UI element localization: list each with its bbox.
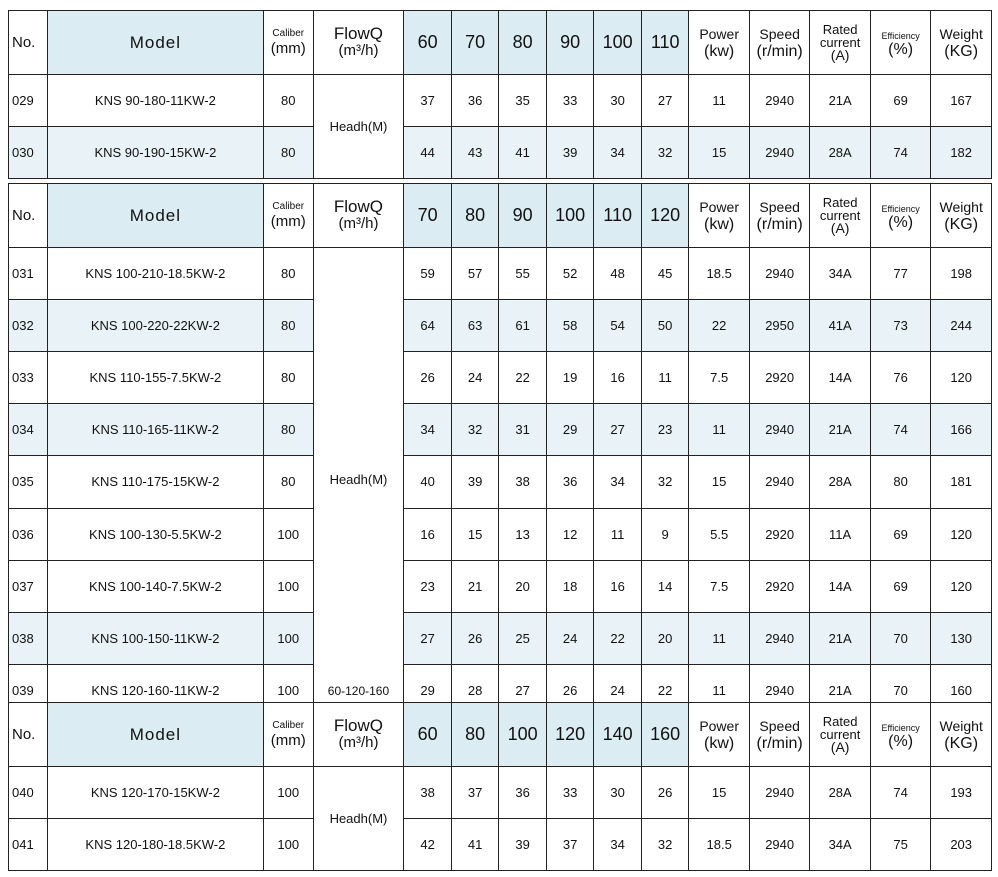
row-model: KNS 90-180-11KW-2 <box>47 75 263 127</box>
header-rated-current-unit: (A) <box>830 47 850 63</box>
table-row <box>9 248 992 300</box>
row-speed: 2920 <box>749 508 809 560</box>
row-no: 037 <box>9 560 48 612</box>
header-rated-current: Rated current (A) <box>810 184 870 248</box>
header-rated-current-unit: (A) <box>830 739 850 755</box>
row-current: 14A <box>810 560 870 612</box>
table-row <box>9 560 992 612</box>
row-head-value: 24 <box>451 352 499 404</box>
table-row <box>9 404 992 456</box>
row-speed: 2940 <box>749 664 809 716</box>
row-no: 039 <box>9 664 48 716</box>
row-no: 040 <box>9 767 48 819</box>
header-no: No. <box>9 11 48 75</box>
row-head-value: 12 <box>546 508 594 560</box>
row-head-value: 20 <box>641 612 689 664</box>
table-row <box>9 456 992 508</box>
row-efficiency: 74 <box>870 404 930 456</box>
row-efficiency: 77 <box>870 248 930 300</box>
row-head-value: 29 <box>404 664 452 716</box>
row-head-value: 14 <box>641 560 689 612</box>
row-model: KNS 100-210-18.5KW-2 <box>47 248 263 300</box>
header-power-unit: (kw) <box>704 215 735 233</box>
row-efficiency: 74 <box>870 767 930 819</box>
row-weight: 120 <box>931 508 992 560</box>
header-flow-value: 140 <box>594 703 642 767</box>
row-head-value: 26 <box>546 664 594 716</box>
header-caliber-unit: (mm) <box>270 732 306 749</box>
header-efficiency: Efficiency (%) <box>870 184 930 248</box>
row-caliber: 80 <box>263 352 313 404</box>
row-speed: 2940 <box>749 612 809 664</box>
row-weight: 120 <box>931 352 992 404</box>
header-model: Model <box>47 184 263 248</box>
row-caliber: 80 <box>263 248 313 300</box>
row-efficiency: 69 <box>870 560 930 612</box>
row-caliber: 100 <box>263 767 313 819</box>
table-row <box>9 508 992 560</box>
row-caliber: 80 <box>263 300 313 352</box>
row-caliber: 100 <box>263 664 313 716</box>
row-no: 029 <box>9 75 48 127</box>
row-head-value: 32 <box>641 819 689 871</box>
row-head-value: 22 <box>641 664 689 716</box>
row-head-value: 25 <box>499 612 547 664</box>
row-power: 18.5 <box>689 819 749 871</box>
header-flow-unit: (m³/h) <box>338 215 379 232</box>
header-efficiency-unit: (%) <box>888 40 914 58</box>
header-weight: Weight (KG) <box>931 11 992 75</box>
row-head-value: 40 <box>404 456 452 508</box>
header-caliber: Caliber (mm) <box>263 184 313 248</box>
row-head-value: 39 <box>546 127 594 179</box>
row-speed: 2940 <box>749 456 809 508</box>
header-speed-unit: (r/min) <box>756 734 803 752</box>
row-no: 034 <box>9 404 48 456</box>
row-head-value: 26 <box>404 352 452 404</box>
header-weight: Weight (KG) <box>931 703 992 767</box>
row-head-value: 45 <box>641 248 689 300</box>
row-head-value: 43 <box>451 127 499 179</box>
row-caliber: 100 <box>263 612 313 664</box>
header-flow-value: 90 <box>546 11 594 75</box>
header-speed: Speed (r/min) <box>749 11 809 75</box>
row-weight: 244 <box>931 300 992 352</box>
row-head-value: 27 <box>404 612 452 664</box>
row-no: 036 <box>9 508 48 560</box>
row-head-value: 32 <box>641 456 689 508</box>
row-current: 34A <box>810 819 870 871</box>
row-model: KNS 100-220-22KW-2 <box>47 300 263 352</box>
row-head-value: 9 <box>641 508 689 560</box>
header-flow-value: 70 <box>451 11 499 75</box>
row-speed: 2950 <box>749 300 809 352</box>
row-caliber: 80 <box>263 75 313 127</box>
row-head-value: 11 <box>594 508 642 560</box>
row-speed: 2920 <box>749 560 809 612</box>
row-weight: 193 <box>931 767 992 819</box>
row-head-value: 21 <box>451 560 499 612</box>
row-speed: 2940 <box>749 127 809 179</box>
head-foot-note: 60-120-160 <box>327 684 390 698</box>
header-weight: Weight (KG) <box>931 184 992 248</box>
row-power: 11 <box>689 664 749 716</box>
row-power: 11 <box>689 612 749 664</box>
row-head-value: 24 <box>594 664 642 716</box>
row-speed: 2920 <box>749 352 809 404</box>
row-head-value: 37 <box>451 767 499 819</box>
header-flow-value: 160 <box>641 703 689 767</box>
header-flow-value: 80 <box>451 703 499 767</box>
row-speed: 2940 <box>749 404 809 456</box>
header-power: Power (kw) <box>689 703 749 767</box>
header-flow-unit: (m³/h) <box>338 734 379 751</box>
row-head-value: 55 <box>499 248 547 300</box>
row-weight: 120 <box>931 560 992 612</box>
header-no: No. <box>9 184 48 248</box>
header-flow-value: 120 <box>546 703 594 767</box>
row-head-value: 28 <box>451 664 499 716</box>
row-current: 21A <box>810 664 870 716</box>
row-current: 28A <box>810 456 870 508</box>
row-head-value: 23 <box>404 560 452 612</box>
row-head-value: 20 <box>499 560 547 612</box>
row-head-value: 27 <box>641 75 689 127</box>
row-head-value: 36 <box>499 767 547 819</box>
row-head-value: 23 <box>641 404 689 456</box>
row-model: KNS 110-165-11KW-2 <box>47 404 263 456</box>
header-rated-current: Rated current (A) <box>810 703 870 767</box>
row-head-value: 34 <box>594 819 642 871</box>
row-weight: 167 <box>931 75 992 127</box>
row-head-value: 11 <box>641 352 689 404</box>
header-flow-value: 100 <box>546 184 594 248</box>
header-flow-value: 60 <box>404 703 452 767</box>
row-caliber: 100 <box>263 560 313 612</box>
header-caliber: Caliber (mm) <box>263 703 313 767</box>
row-model: KNS 100-130-5.5KW-2 <box>47 508 263 560</box>
row-head-value: 41 <box>451 819 499 871</box>
header-caliber-unit: (mm) <box>270 40 306 57</box>
row-head-value: 50 <box>641 300 689 352</box>
row-head-value: 52 <box>546 248 594 300</box>
header-weight-unit: (KG) <box>944 42 979 60</box>
header-flow-value: 80 <box>451 184 499 248</box>
header-flow <box>313 703 404 767</box>
header-flow <box>313 11 404 75</box>
row-caliber: 80 <box>263 404 313 456</box>
row-head-value: 37 <box>404 75 452 127</box>
row-power: 22 <box>689 300 749 352</box>
header-speed-unit: (r/min) <box>756 215 803 233</box>
row-head-value: 29 <box>546 404 594 456</box>
row-head-value: 59 <box>404 248 452 300</box>
row-no: 030 <box>9 127 48 179</box>
row-head-value: 54 <box>594 300 642 352</box>
row-efficiency: 70 <box>870 612 930 664</box>
row-caliber: 100 <box>263 508 313 560</box>
header-flow-value: 70 <box>404 184 452 248</box>
header-power-unit: (kw) <box>704 42 735 60</box>
header-no: No. <box>9 703 48 767</box>
header-flow-label: FlowQ <box>333 197 384 216</box>
row-head-value: 33 <box>546 75 594 127</box>
row-head-value: 31 <box>499 404 547 456</box>
row-head-value: 36 <box>546 456 594 508</box>
row-current: 41A <box>810 300 870 352</box>
row-head-value: 26 <box>641 767 689 819</box>
header-flow-value: 80 <box>499 11 547 75</box>
row-no: 031 <box>9 248 48 300</box>
row-weight: 181 <box>931 456 992 508</box>
row-head-value: 37 <box>546 819 594 871</box>
row-head-value: 38 <box>499 456 547 508</box>
header-flow-value: 120 <box>641 184 689 248</box>
row-head-value: 13 <box>499 508 547 560</box>
header-row <box>9 11 992 75</box>
table-row <box>9 352 992 404</box>
head-label-cell <box>313 248 404 717</box>
row-head-value: 44 <box>404 127 452 179</box>
table-row <box>9 300 992 352</box>
row-head-value: 35 <box>499 75 547 127</box>
row-power: 18.5 <box>689 248 749 300</box>
header-rated-current: Rated current (A) <box>810 11 870 75</box>
row-model: KNS 100-150-11KW-2 <box>47 612 263 664</box>
row-model: KNS 110-155-7.5KW-2 <box>47 352 263 404</box>
row-model: KNS 120-160-11KW-2 <box>47 664 263 716</box>
row-head-value: 38 <box>404 767 452 819</box>
table-row <box>9 819 992 871</box>
table-row <box>9 767 992 819</box>
row-power: 15 <box>689 456 749 508</box>
header-flow-value: 90 <box>499 184 547 248</box>
row-weight: 166 <box>931 404 992 456</box>
head-label: Headh(M) <box>329 119 388 134</box>
row-speed: 2940 <box>749 819 809 871</box>
row-head-value: 30 <box>594 75 642 127</box>
row-head-value: 16 <box>594 560 642 612</box>
row-head-value: 34 <box>594 456 642 508</box>
head-label: Headh(M) <box>329 472 388 487</box>
head-label-cell <box>313 767 404 871</box>
row-current: 34A <box>810 248 870 300</box>
row-no: 041 <box>9 819 48 871</box>
row-weight: 182 <box>931 127 992 179</box>
row-power: 5.5 <box>689 508 749 560</box>
header-flow-value: 60 <box>404 11 452 75</box>
row-current: 11A <box>810 508 870 560</box>
spec-table-2 <box>8 183 992 717</box>
row-no: 038 <box>9 612 48 664</box>
row-model: KNS 120-170-15KW-2 <box>47 767 263 819</box>
header-power: Power (kw) <box>689 11 749 75</box>
header-rated-current-unit: (A) <box>830 220 850 236</box>
header-efficiency-unit: (%) <box>888 213 914 231</box>
table-row <box>9 612 992 664</box>
row-efficiency: 75 <box>870 819 930 871</box>
row-head-value: 22 <box>594 612 642 664</box>
row-efficiency: 69 <box>870 75 930 127</box>
row-weight: 198 <box>931 248 992 300</box>
row-weight: 203 <box>931 819 992 871</box>
row-caliber: 80 <box>263 127 313 179</box>
row-speed: 2940 <box>749 248 809 300</box>
header-speed-unit: (r/min) <box>756 42 803 60</box>
row-power: 11 <box>689 75 749 127</box>
row-head-value: 39 <box>451 456 499 508</box>
row-model: KNS 120-180-18.5KW-2 <box>47 819 263 871</box>
header-caliber: Caliber (mm) <box>263 11 313 75</box>
row-efficiency: 80 <box>870 456 930 508</box>
row-efficiency: 73 <box>870 300 930 352</box>
row-power: 7.5 <box>689 352 749 404</box>
header-row <box>9 184 992 248</box>
header-efficiency-unit: (%) <box>888 732 914 750</box>
header-flow <box>313 184 404 248</box>
row-head-value: 34 <box>594 127 642 179</box>
row-speed: 2940 <box>749 75 809 127</box>
row-current: 14A <box>810 352 870 404</box>
row-current: 21A <box>810 75 870 127</box>
row-head-value: 63 <box>451 300 499 352</box>
row-efficiency: 69 <box>870 508 930 560</box>
header-weight-unit: (KG) <box>944 215 979 233</box>
row-head-value: 16 <box>404 508 452 560</box>
row-caliber: 80 <box>263 456 313 508</box>
header-flow-label: FlowQ <box>333 24 384 43</box>
row-power: 15 <box>689 767 749 819</box>
row-power: 15 <box>689 127 749 179</box>
header-efficiency: Efficiency (%) <box>870 11 930 75</box>
header-speed: Speed (r/min) <box>749 703 809 767</box>
row-no: 033 <box>9 352 48 404</box>
row-speed: 2940 <box>749 767 809 819</box>
header-efficiency: Efficiency (%) <box>870 703 930 767</box>
row-caliber: 100 <box>263 819 313 871</box>
header-power-unit: (kw) <box>704 734 735 752</box>
row-head-value: 36 <box>451 75 499 127</box>
row-efficiency: 74 <box>870 127 930 179</box>
row-head-value: 32 <box>641 127 689 179</box>
row-head-value: 41 <box>499 127 547 179</box>
header-flow-unit: (m³/h) <box>338 42 379 59</box>
header-flow-value: 110 <box>594 184 642 248</box>
row-power: 7.5 <box>689 560 749 612</box>
row-head-value: 34 <box>404 404 452 456</box>
row-model: KNS 100-140-7.5KW-2 <box>47 560 263 612</box>
spec-table-3 <box>8 702 992 871</box>
row-head-value: 61 <box>499 300 547 352</box>
row-head-value: 27 <box>499 664 547 716</box>
row-head-value: 24 <box>546 612 594 664</box>
spec-table-1 <box>8 10 992 179</box>
row-current: 28A <box>810 127 870 179</box>
row-head-value: 48 <box>594 248 642 300</box>
header-power: Power (kw) <box>689 184 749 248</box>
row-head-value: 32 <box>451 404 499 456</box>
head-label-cell <box>313 75 404 179</box>
header-flow-label: FlowQ <box>333 716 384 735</box>
row-head-value: 39 <box>499 819 547 871</box>
row-efficiency: 76 <box>870 352 930 404</box>
row-no: 035 <box>9 456 48 508</box>
row-model: KNS 90-190-15KW-2 <box>47 127 263 179</box>
row-efficiency: 70 <box>870 664 930 716</box>
row-head-value: 26 <box>451 612 499 664</box>
header-weight-unit: (KG) <box>944 734 979 752</box>
row-head-value: 16 <box>594 352 642 404</box>
row-head-value: 33 <box>546 767 594 819</box>
header-flow-value: 100 <box>594 11 642 75</box>
row-current: 28A <box>810 767 870 819</box>
header-model: Model <box>47 703 263 767</box>
header-flow-value: 100 <box>499 703 547 767</box>
header-speed: Speed (r/min) <box>749 184 809 248</box>
row-model: KNS 110-175-15KW-2 <box>47 456 263 508</box>
row-current: 21A <box>810 404 870 456</box>
table-row <box>9 127 992 179</box>
header-model: Model <box>47 11 263 75</box>
row-head-value: 30 <box>594 767 642 819</box>
row-weight: 160 <box>931 664 992 716</box>
row-head-value: 18 <box>546 560 594 612</box>
row-head-value: 58 <box>546 300 594 352</box>
row-head-value: 19 <box>546 352 594 404</box>
row-head-value: 22 <box>499 352 547 404</box>
header-flow-value: 110 <box>641 11 689 75</box>
header-caliber-unit: (mm) <box>270 213 306 230</box>
row-head-value: 64 <box>404 300 452 352</box>
row-no: 032 <box>9 300 48 352</box>
row-power: 11 <box>689 404 749 456</box>
table-row <box>9 75 992 127</box>
row-head-value: 27 <box>594 404 642 456</box>
header-row <box>9 703 992 767</box>
head-label: Headh(M) <box>329 811 388 826</box>
row-head-value: 42 <box>404 819 452 871</box>
row-head-value: 57 <box>451 248 499 300</box>
row-weight: 130 <box>931 612 992 664</box>
row-head-value: 15 <box>451 508 499 560</box>
row-current: 21A <box>810 612 870 664</box>
